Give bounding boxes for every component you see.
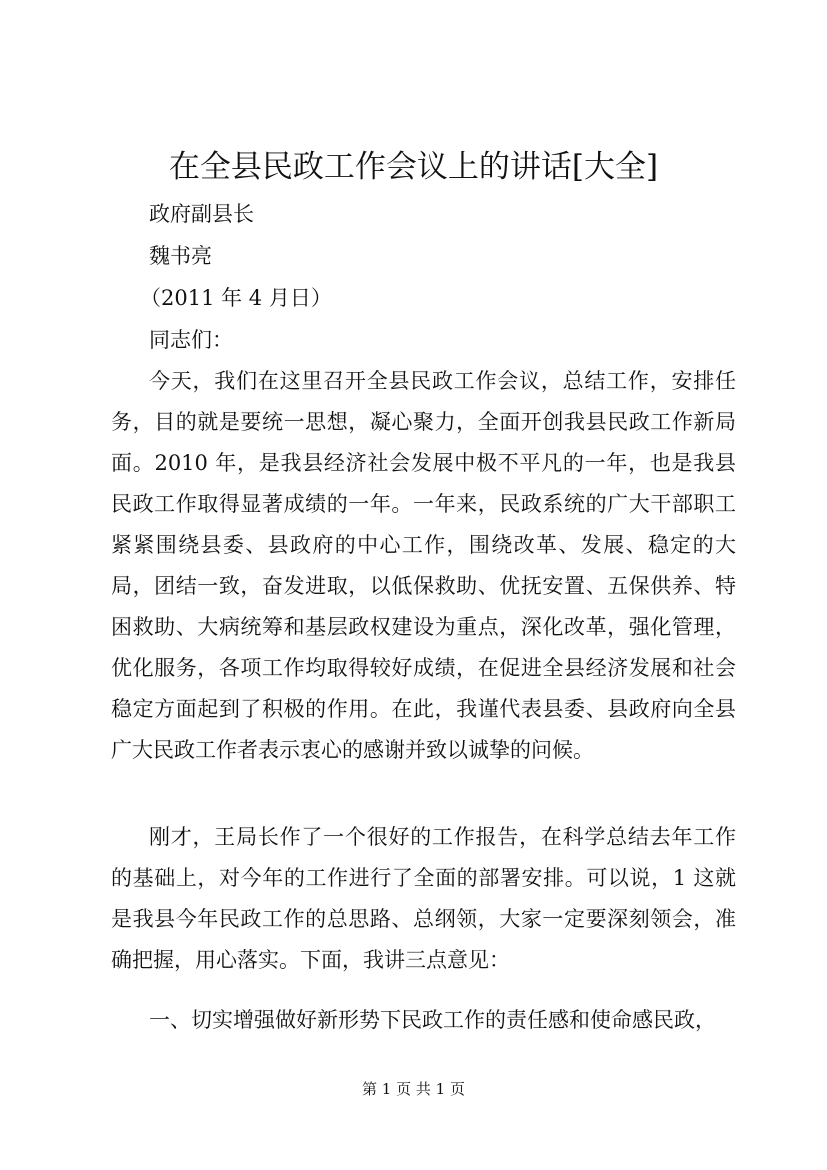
paragraph-opening: 今天，我们在这里召开全县民政工作会议，总结工作，安排任务，目的就是要统一思想，凝心聚力，全面开创我县民政工作新局面。2010 年，是我县经济社会发展中极不平凡的一年，也是我县民政工作取得显著成绩的一年。一年来，民政系统的广大干部职工紧紧围绕县委、县政府的中心工作，围绕改革、发展、稳定的大局，团结一致，奋发进取，以低保救助、优抚安置、五保供养、特困救助、大病统筹和基层政权建设为重点，深化改革，强化管理，优化服务，各项工作均取得较好成绩，在促进全县经济发展和社会稳定方面起到了积极的作用。在此，我谨代表县委、县政府向全县广大民政工作者表示衷心的感谢并致以诚挚的问候。 bbox=[111, 369, 736, 762]
speaker-name: 魏书亮 bbox=[149, 244, 212, 268]
salutation: 同志们： bbox=[149, 328, 233, 352]
paragraph-section-one: 一、切实增强做好新形势下民政工作的责任感和使命感民政， bbox=[149, 1008, 716, 1032]
speech-date: （2011 年 4 月日） bbox=[140, 286, 332, 310]
paragraph-report: 刚才，王局长作了一个很好的工作报告，在科学总结去年工作的基础上，对今年的工作进行了全面的部署安排。可以说，1 这就是我县今年民政工作的总思路、总纲领，大家一定要深刻领会，准确把握，用心落实。下面，我讲三点意见： bbox=[111, 825, 736, 972]
document-title: 在全县民政工作会议上的讲话[大全] bbox=[168, 149, 659, 185]
page-footer: 第 1 页 共 1 页 bbox=[362, 1080, 465, 1098]
speaker-position: 政府副县长 bbox=[149, 202, 254, 226]
